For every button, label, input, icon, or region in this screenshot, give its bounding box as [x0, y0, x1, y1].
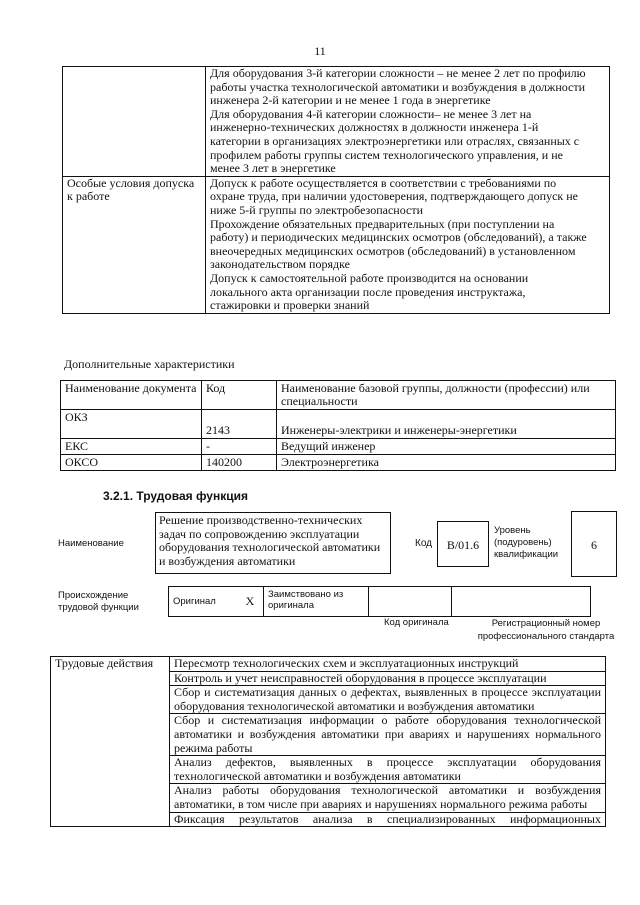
cell: -	[202, 439, 277, 455]
text-line: инженера 2-й категории и не менее 1 года в энергетике	[210, 93, 491, 108]
header-cell: Наименование документа	[61, 381, 202, 410]
text-line: работу) и периодических медицинских осмотров (обследований), а также	[210, 230, 587, 245]
table-row	[169, 587, 591, 617]
table-row	[61, 455, 616, 471]
table-header-row	[61, 381, 616, 410]
original-label: Оригинал	[169, 587, 238, 617]
origin-table	[168, 586, 591, 617]
page-number: 11	[314, 44, 326, 58]
code-original-caption: Код оригинала	[384, 617, 449, 628]
table-row	[61, 410, 616, 439]
cell: Электроэнергетика	[277, 455, 616, 471]
text-line: ниже 5-й группы по электробезопасности	[210, 202, 423, 217]
cell: ЕКС	[61, 439, 202, 455]
row-label	[63, 67, 206, 177]
action-item: Анализ дефектов, выявленных в процессе эксплуатации оборудования технологической автоматики и возбуждения автоматики	[170, 756, 606, 784]
original-mark: X	[237, 587, 264, 617]
borrowed-label: Заимствовано из оригинала	[264, 587, 369, 617]
row-content	[206, 176, 610, 313]
actions-label: Трудовые действия	[51, 657, 170, 827]
table-row	[61, 439, 616, 455]
text-line: локального акта организации после проведения инструктажа,	[210, 284, 526, 299]
additional-table	[60, 380, 616, 471]
text-line: Допуск к работе осуществляется в соответствии с требованиями по	[210, 175, 557, 190]
text-line: менее 3 лет в энергетике	[210, 161, 336, 176]
table-row	[63, 176, 610, 313]
text-line: стажировки и проверки знаний	[210, 298, 370, 313]
action-item: Пересмотр технологических схем и эксплуатационных инструкций	[170, 657, 606, 672]
text-line: инженерно-технических должностях в должности инженера 1-й	[210, 120, 539, 135]
cell: ОКСО	[61, 455, 202, 471]
additional-title: Дополнительные характеристики	[64, 357, 235, 371]
text-line: профилем работы группы систем технологического управления, и не	[210, 147, 563, 162]
table-row	[63, 67, 610, 177]
text-line: законодательством порядке	[210, 257, 350, 272]
requirements-table	[62, 66, 610, 314]
code-original-cell	[369, 587, 452, 617]
text-line: Допуск к самостоятельной работе производится на основании	[210, 270, 529, 285]
text-line: работы участка технологической автоматики и возбуждения в должности	[210, 79, 586, 94]
text-line: охране труда, при наличии удостоверения, подтверждающего допуск не	[210, 189, 578, 204]
cell: Инженеры-электрики и инженеры-энергетики	[277, 410, 616, 439]
code-box: B/01.6	[437, 521, 489, 567]
cell: Ведущий инженер	[277, 439, 616, 455]
level-box: 6	[571, 511, 617, 577]
action-item: Сбор и систематизация данных о дефектах, выявленных в процессе эксплуатации оборудования технологической автоматики и возбуждения автоматики	[170, 686, 606, 714]
header-cell: Код	[202, 381, 277, 410]
text-line: внеочередных медицинских осмотров (обследований) в установленном	[210, 243, 576, 258]
reg-number-caption: Регистрационный номер профессионального стандарта	[477, 618, 615, 642]
table-row	[51, 657, 606, 672]
text-line: категории в организациях электроэнергетики или отраслях, связанных с	[210, 133, 580, 148]
level-label: Уровень (подуровень) квалификации	[494, 525, 559, 560]
action-item: Сбор и систематизация информации о работе оборудования технологической автоматики и возбуждения автоматики при авариях и нарушениях нормального режима работы	[170, 714, 606, 756]
actions-table	[50, 656, 606, 827]
text-line: Для оборудования 3-й категории сложности – не менее 2 лет по профилю	[210, 66, 586, 80]
name-label: Наименование	[58, 538, 124, 549]
cell: 2143	[202, 410, 277, 439]
function-name-box: Решение производственно-технических задач по сопровождению эксплуатации оборудования технологической автоматики и возбуждения автоматики	[155, 512, 391, 574]
action-item: Фиксация результатов анализа в специализированных информационных	[170, 812, 606, 827]
text-line: Для оборудования 4-й категории сложности– не менее 3 лет на	[210, 106, 532, 121]
row-content	[206, 67, 610, 177]
text-line: Прохождение обязательных предварительных (при поступлении на	[210, 216, 555, 231]
action-item: Контроль и учет неисправностей оборудования в процессе эксплуатации	[170, 671, 606, 686]
header-cell: Наименование базовой группы, должности (профессии) или специальности	[277, 381, 616, 410]
origin-label: Происхождение трудовой функции	[58, 590, 139, 613]
cell: ОКЗ	[61, 410, 202, 439]
section-heading: 3.2.1. Трудовая функция	[103, 489, 248, 503]
cell: 140200	[202, 455, 277, 471]
reg-number-cell	[452, 587, 591, 617]
code-label: Код	[415, 538, 433, 549]
action-item: Анализ работы оборудования технологической автоматики и возбуждения автоматики, в том числе при авариях и нарушениях нормального режима работы	[170, 784, 606, 812]
row-label: Особые условия допуска к работе	[63, 176, 206, 313]
